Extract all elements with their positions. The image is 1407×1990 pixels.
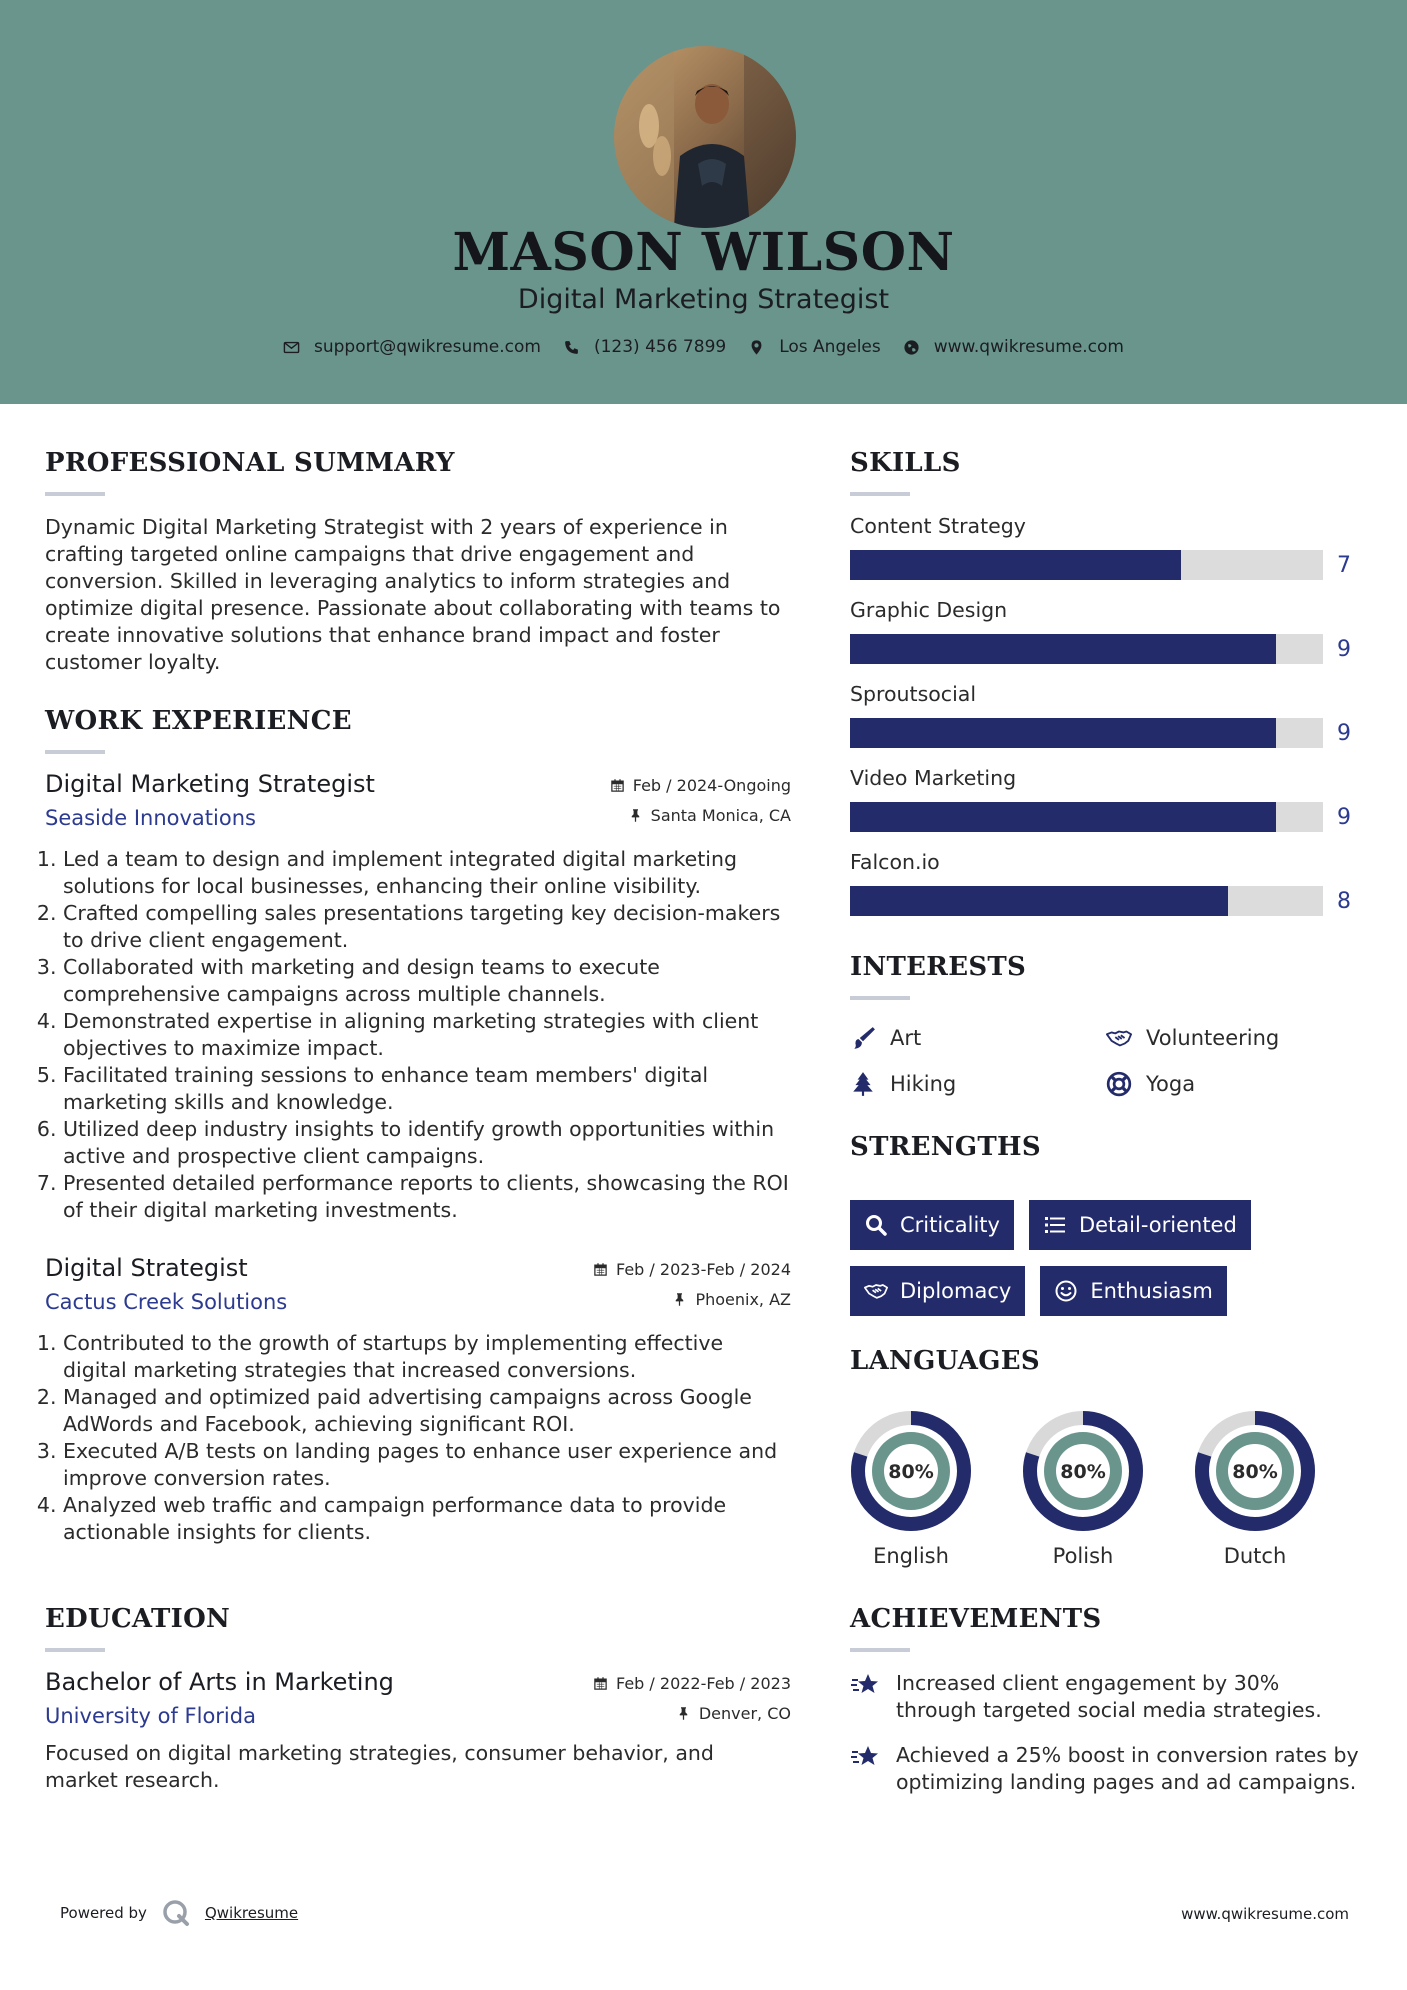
- language-percent: 80%: [1060, 1461, 1106, 1483]
- strength-badge: [850, 1200, 1014, 1250]
- smile-icon: [1054, 1279, 1078, 1303]
- resume-header: [0, 0, 1407, 404]
- job-bullets: [45, 846, 791, 1224]
- list-item: 4. Analyzed web traffic and campaign performance data to provide actionable insights for clients.: [63, 1492, 791, 1546]
- skill-name: Sproutsocial: [850, 682, 977, 706]
- strength-label: Criticality: [900, 1213, 1000, 1237]
- contact-email[interactable]: [283, 337, 541, 357]
- interest-label: Volunteering: [1146, 1026, 1280, 1050]
- powered-by-label: Powered by: [60, 1904, 147, 1922]
- job-title: Digital Marketing Strategist: [45, 770, 375, 798]
- star-icon: [850, 1740, 882, 1772]
- contact-website-text: www.qwikresume.com: [933, 337, 1124, 357]
- skill-bar-track: [850, 802, 1323, 832]
- job-entry: [45, 1254, 791, 1546]
- skill-level: 7: [1337, 552, 1351, 578]
- achievements-section: [850, 1604, 1360, 1796]
- job-title: Digital Strategist: [45, 1254, 248, 1282]
- section-title: ACHIEVEMENTS: [850, 1604, 1102, 1634]
- job-dates-text: Feb / 2023-Feb / 2024: [616, 1259, 791, 1279]
- language-percent: 80%: [1232, 1461, 1278, 1483]
- interests-list: [850, 1022, 1360, 1100]
- strength-badge: [1040, 1266, 1226, 1316]
- job-dates-text: Feb / 2024-Ongoing: [632, 775, 791, 795]
- strength-badge: [1029, 1200, 1251, 1250]
- language-item: [1194, 1410, 1316, 1568]
- list-item: 3. Executed A/B tests on landing pages to enhance user experience and improve conversion rates.: [63, 1438, 791, 1492]
- list-item: 5. Facilitated training sessions to enhance team members' digital marketing skills and knowledge.: [63, 1062, 791, 1116]
- contact-phone[interactable]: [563, 337, 726, 357]
- skill-item: [850, 598, 1360, 664]
- section-title: EDUCATION: [45, 1604, 231, 1634]
- section-divider: [45, 492, 105, 496]
- pushpin-icon: [672, 1292, 687, 1307]
- language-ring: [850, 1410, 972, 1532]
- skill-bar-fill: [850, 634, 1276, 664]
- section-divider: [850, 996, 910, 1000]
- interest-hiking: [850, 1068, 1106, 1100]
- interests-section: [850, 952, 1360, 1100]
- section-title: STRENGTHS: [850, 1132, 1041, 1162]
- contact-bar: [0, 337, 1407, 357]
- skill-bar-fill: [850, 550, 1181, 580]
- candidate-title: Digital Marketing Strategist: [517, 284, 890, 315]
- section-divider: [850, 492, 910, 496]
- skill-item: [850, 766, 1360, 832]
- experience-section: [45, 706, 791, 1546]
- skill-item: [850, 850, 1360, 916]
- strength-badge: [850, 1266, 1025, 1316]
- calendar-icon: [593, 1262, 608, 1277]
- job-dates: [610, 770, 791, 800]
- skill-name: Graphic Design: [850, 598, 1008, 622]
- interest-label: Hiking: [890, 1072, 957, 1096]
- education-entry: [45, 1668, 791, 1794]
- list-item: 7. Presented detailed performance reports to clients, showcasing the ROI of their digital marketing investments.: [63, 1170, 791, 1224]
- skills-list: [850, 514, 1360, 916]
- skill-bar-fill: [850, 718, 1276, 748]
- list-item: 1. Contributed to the growth of startups by implementing effective digital marketing strategies that increased conversions.: [63, 1330, 791, 1384]
- skill-level: 9: [1337, 804, 1351, 830]
- achievement-text: Increased client engagement by 30% through targeted social media strategies.: [896, 1671, 1322, 1722]
- school-name: University of Florida: [45, 1704, 256, 1728]
- skill-name: Falcon.io: [850, 850, 940, 874]
- achievement-item: [850, 1670, 1360, 1724]
- section-title: INTERESTS: [850, 952, 1027, 982]
- handshake-icon: [1106, 1025, 1132, 1051]
- skill-name: Video Marketing: [850, 766, 1017, 790]
- skill-bar-track: [850, 550, 1323, 580]
- job-location: [610, 800, 791, 830]
- strength-label: Diplomacy: [900, 1279, 1012, 1303]
- contact-location-text: Los Angeles: [779, 337, 881, 357]
- strength-label: Detail-oriented: [1078, 1213, 1237, 1237]
- language-name: Dutch: [1223, 1544, 1287, 1568]
- job-location-text: Phoenix, AZ: [695, 1289, 791, 1309]
- language-name: Polish: [1052, 1544, 1114, 1568]
- skill-level: 9: [1337, 720, 1351, 746]
- paintbrush-icon: [850, 1025, 876, 1051]
- list-item: 2. Crafted compelling sales presentations targeting key decision-makers to drive client engagement.: [63, 900, 791, 954]
- list-icon: [1043, 1213, 1067, 1237]
- list-item: 2. Managed and optimized paid advertising campaigns across Google AdWords and Facebook, achieving significant ROI.: [63, 1384, 791, 1438]
- language-name: English: [873, 1544, 949, 1568]
- interest-art: [850, 1022, 1106, 1054]
- skill-bar-track: [850, 886, 1323, 916]
- skill-bar-fill: [850, 886, 1228, 916]
- job-company: Seaside Innovations: [45, 806, 256, 830]
- skill-bar-track: [850, 634, 1323, 664]
- languages-list: [850, 1410, 1360, 1568]
- education-description: Focused on digital marketing strategies, consumer behavior, and market research.: [45, 1741, 714, 1792]
- lifebuoy-icon: [1106, 1071, 1132, 1097]
- left-column: [45, 448, 791, 1794]
- language-item: [1022, 1410, 1144, 1568]
- job-location-text: Santa Monica, CA: [650, 805, 791, 825]
- job-company: Cactus Creek Solutions: [45, 1290, 288, 1314]
- language-ring: [1194, 1410, 1316, 1532]
- degree-title: Bachelor of Arts in Marketing: [45, 1668, 394, 1696]
- achievement-text: Achieved a 25% boost in conversion rates by optimizing landing pages and ad campaigns.: [896, 1743, 1359, 1794]
- language-item: [850, 1410, 972, 1568]
- list-item: 3. Collaborated with marketing and design teams to execute comprehensive campaigns across multiple channels.: [63, 954, 791, 1008]
- map-pin-icon: [748, 339, 765, 356]
- education-location: [593, 1698, 791, 1728]
- language-percent: 80%: [888, 1461, 934, 1483]
- brand-link[interactable]: Qwikresume: [204, 1904, 299, 1922]
- skill-level: 9: [1337, 636, 1351, 662]
- globe-icon: [903, 339, 920, 356]
- contact-location: [748, 337, 881, 357]
- calendar-icon: [593, 1676, 608, 1691]
- footer-branding: [60, 1898, 298, 1928]
- interest-label: Art: [890, 1026, 922, 1050]
- section-divider: [45, 750, 105, 754]
- contact-phone-text: (123) 456 7899: [593, 337, 727, 357]
- education-section: [45, 1604, 791, 1794]
- calendar-icon: [610, 778, 625, 793]
- interest-yoga: [1106, 1068, 1362, 1100]
- skill-level: 8: [1337, 888, 1351, 914]
- section-title: LANGUAGES: [850, 1346, 1040, 1376]
- job-bullets: [45, 1330, 791, 1546]
- list-item: 4. Demonstrated expertise in aligning marketing strategies with client objectives to maximize impact.: [63, 1008, 791, 1062]
- envelope-icon: [283, 339, 300, 356]
- education-location-text: Denver, CO: [698, 1703, 791, 1723]
- interest-volunteering: [1106, 1022, 1362, 1054]
- job-entry: [45, 770, 791, 1224]
- search-icon: [864, 1213, 888, 1237]
- footer-website[interactable]: www.qwikresume.com: [1181, 1905, 1349, 1923]
- handshake-icon: [864, 1279, 888, 1303]
- skill-name: Content Strategy: [850, 514, 1026, 538]
- section-divider: [850, 1648, 910, 1652]
- achievement-item: [850, 1742, 1360, 1796]
- skill-item: [850, 514, 1360, 580]
- summary-section: [45, 448, 791, 676]
- summary-text: Dynamic Digital Marketing Strategist with 2 years of experience in crafting targeted online campaigns that drive engagement and conversion. Skilled in leveraging analytics to inform strategies and optimize digital presence. Passionate about collaborating with teams to create innovative solutions that enhance brand impact and foster customer loyalty.: [45, 515, 781, 674]
- profile-photo: [614, 46, 796, 228]
- contact-website[interactable]: [903, 337, 1124, 357]
- skill-bar-track: [850, 718, 1323, 748]
- star-icon: [850, 1668, 882, 1700]
- right-column: [850, 448, 1360, 1796]
- strength-label: Enthusiasm: [1090, 1279, 1213, 1303]
- skills-section: [850, 448, 1360, 916]
- contact-email-text: support@qwikresume.com: [314, 337, 541, 357]
- interest-label: Yoga: [1146, 1072, 1196, 1096]
- education-dates-text: Feb / 2022-Feb / 2023: [616, 1673, 791, 1693]
- job-location: [593, 1284, 791, 1314]
- education-dates: [593, 1668, 791, 1698]
- strengths-section: [850, 1132, 1360, 1316]
- language-ring: [1022, 1410, 1144, 1532]
- section-title: WORK EXPERIENCE: [45, 706, 352, 736]
- pushpin-icon: [676, 1706, 691, 1721]
- phone-icon: [563, 339, 580, 356]
- tree-icon: [850, 1071, 876, 1097]
- list-item: 1. Led a team to design and implement integrated digital marketing solutions for local businesses, enhancing their online visibility.: [63, 846, 791, 900]
- skill-bar-fill: [850, 802, 1276, 832]
- languages-section: [850, 1346, 1360, 1568]
- qwikresume-logo-icon: [161, 1898, 191, 1928]
- section-divider: [45, 1648, 105, 1652]
- section-title: PROFESSIONAL SUMMARY: [45, 448, 455, 478]
- strengths-list: [850, 1200, 1370, 1316]
- candidate-name: MASON WILSON: [452, 222, 955, 283]
- job-dates: [593, 1254, 791, 1284]
- list-item: 6. Utilized deep industry insights to identify growth opportunities within active and prospective client campaigns.: [63, 1116, 791, 1170]
- skill-item: [850, 682, 1360, 748]
- section-title: SKILLS: [850, 448, 961, 478]
- pushpin-icon: [628, 808, 643, 823]
